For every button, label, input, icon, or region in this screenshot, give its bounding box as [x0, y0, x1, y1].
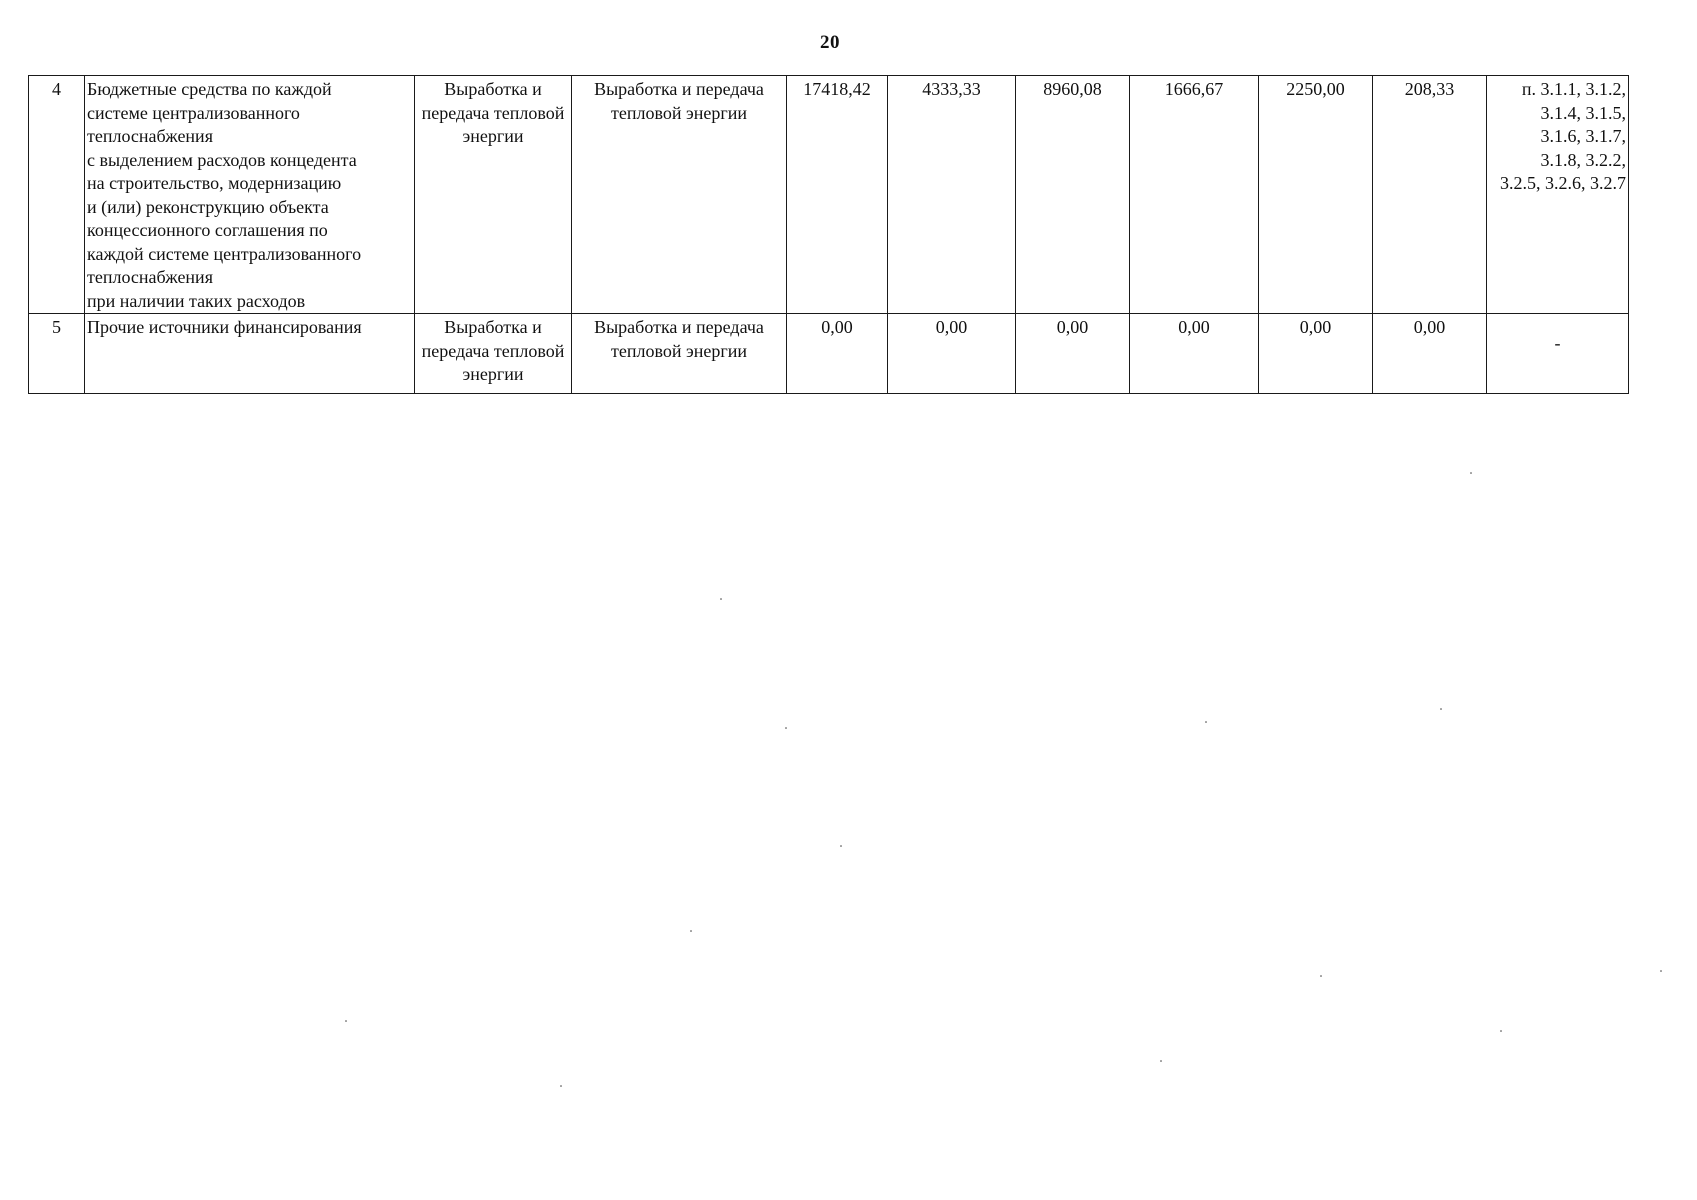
scan-speck	[1320, 975, 1322, 977]
financing-table	[28, 75, 1629, 394]
value-cell: 1666,67	[1130, 76, 1259, 314]
scan-speck	[560, 1085, 562, 1087]
reference-line: п. 3.1.1, 3.1.2,	[1521, 79, 1626, 99]
row-number: 5	[29, 314, 85, 394]
name-line: системе централизованного	[87, 102, 300, 123]
name-line: теплоснабжения	[87, 267, 213, 287]
scan-speck	[840, 845, 842, 847]
funding-source-name	[85, 76, 415, 314]
name-line: концессионного соглашения по	[87, 220, 328, 240]
row-number: 4	[29, 76, 85, 314]
value-cell: 0,00	[1259, 314, 1373, 394]
scan-speck	[690, 930, 692, 932]
name-line: с выделением расходов концедента	[87, 149, 357, 170]
value-cell: 4333,33	[888, 76, 1016, 314]
reference-line: 3.2.5, 3.2.6, 3.2.7	[1500, 173, 1626, 193]
measure-references	[1487, 76, 1629, 314]
scan-speck	[1205, 721, 1207, 723]
value-cell: 0,00	[1016, 314, 1130, 394]
value-cell: 0,00	[1130, 314, 1259, 394]
value-cell: 8960,08	[1016, 76, 1130, 314]
measure-references	[1487, 314, 1629, 394]
reference-line: 3.1.8, 3.2.2,	[1540, 149, 1626, 170]
scan-speck	[1440, 708, 1442, 710]
name-line: и (или) реконструкцию объекта	[87, 196, 329, 217]
reference-dash: -	[1554, 333, 1561, 353]
reference-line: 3.1.4, 3.1.5,	[1540, 102, 1626, 123]
name-line: на строительство, модернизацию	[87, 173, 342, 193]
table-row	[29, 76, 1629, 314]
name-line: теплоснабжения	[87, 126, 213, 146]
scan-speck	[345, 1020, 347, 1022]
activity-detail: Выработка и передача тепловой энергии	[572, 314, 787, 394]
activity-type: Выработка и передача тепловой энергии	[415, 314, 572, 394]
value-cell: 0,00	[1373, 314, 1487, 394]
table-row	[29, 314, 1629, 394]
name-line: Бюджетные средства по каждой	[87, 79, 332, 99]
activity-type: Выработка и передача тепловой энергии	[415, 76, 572, 314]
value-cell: 2250,00	[1259, 76, 1373, 314]
name-line: каждой системе централизованного	[87, 243, 362, 264]
value-total: 17418,42	[787, 76, 888, 314]
value-total: 0,00	[787, 314, 888, 394]
name-line: Прочие источники финансирования	[87, 317, 362, 337]
scan-speck	[720, 598, 722, 600]
scan-speck	[1500, 1030, 1502, 1032]
name-line: при наличии таких расходов	[87, 290, 306, 311]
funding-source-name	[85, 314, 415, 394]
scan-speck	[1470, 472, 1472, 474]
value-cell: 0,00	[888, 314, 1016, 394]
page-number: 20	[820, 32, 840, 53]
reference-line: 3.1.6, 3.1.7,	[1540, 126, 1626, 146]
activity-detail: Выработка и передача тепловой энергии	[572, 76, 787, 314]
scan-speck	[1160, 1060, 1162, 1062]
value-cell: 208,33	[1373, 76, 1487, 314]
scan-speck	[785, 727, 787, 729]
scan-speck	[1660, 970, 1662, 972]
